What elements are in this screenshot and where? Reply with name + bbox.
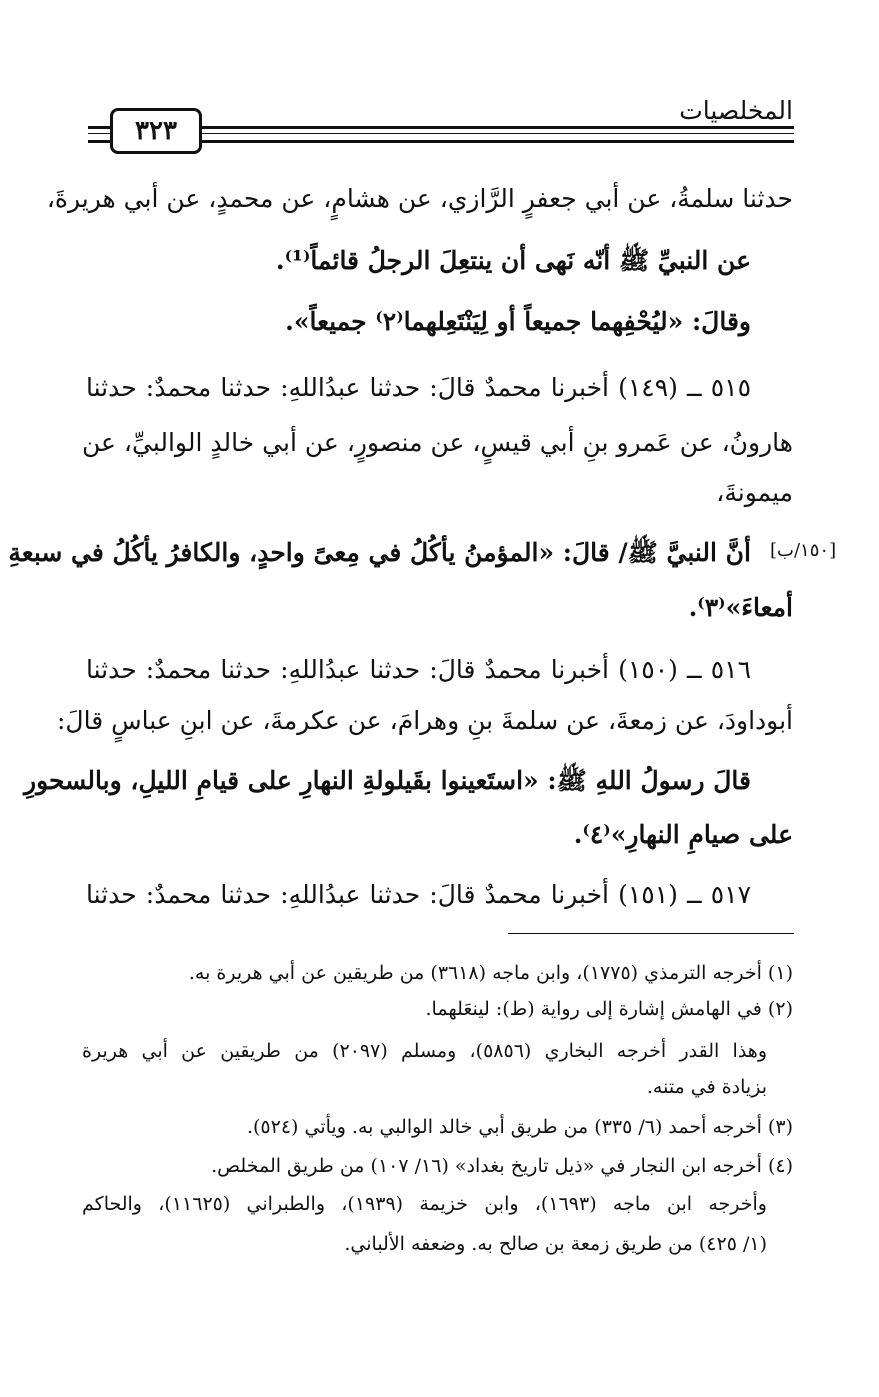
footnote: (٣) أخرجه أحمد (٦/ ٣٣٥) من طريق أبي خالد الوالبي به. ويأتي (٥٢٤). [246, 1116, 793, 1138]
footnote-separator [508, 933, 794, 934]
body-line: عن النبيِّ ﷺ أنّه نَهى أن ينتعِلَ الرجلُ قائماً⁽¹⁾. [275, 246, 751, 275]
page-number-box [110, 108, 202, 154]
body-line: ميمونةَ، [716, 478, 793, 507]
body-line: أبوداودَ، عن زمعةَ، عن سلمةَ بنِ وهرامَ، عن عكرمةَ، عن ابنِ عباسٍ قالَ: [57, 706, 793, 735]
margin-folio-note: [١٥٠/ب] [770, 540, 837, 561]
body-line: حدثنا سلمةُ، عن أبي جعفرٍ الرَّازي، عن هشامٍ، عن محمدٍ، عن أبي هريرةَ، [46, 184, 793, 213]
body-line: على صيامِ النهارِ»⁽٤⁾. [573, 820, 793, 849]
body-line: هارونُ، عن عَمرو بنِ أبي قيسٍ، عن منصورٍ، عن أبي خالدٍ الوالبيِّ، عن [82, 428, 793, 457]
footnote-continuation: وهذا القدر أخرجه البخاري (٥٨٥٦)، ومسلم (٢٠٩٧) من طريقين عن أبي هريرة [82, 1040, 767, 1062]
body-line: أنَّ النبيَّ ﷺ/ قالَ: «المؤمنُ يأكُلُ في مِعىً واحدٍ، والكافرُ يأكُلُ في سبعةِ [8, 538, 751, 567]
running-header-title: المخلصيات [679, 96, 793, 125]
footnote-continuation: بزيادة في متنه. [646, 1076, 767, 1098]
footnote: (١) أخرجه الترمذي (١٧٧٥)، وابن ماجه (٣٦١٨) من طريقين عن أبي هريرة به. [188, 962, 793, 984]
body-line: ٥١٦ ــ (١٥٠) أخبرنا محمدٌ قالَ: حدثنا عبدُاللهِ: حدثنا محمدٌ: حدثنا [86, 655, 752, 684]
body-line: ٥١٥ ــ (١٤٩) أخبرنا محمدٌ قالَ: حدثنا عبدُاللهِ: حدثنا محمدٌ: حدثنا [86, 373, 752, 402]
footnote: (٤) أخرجه ابن النجار في «ذيل تاريخ بغداد» (١٦/ ١٠٧) من طريق المخلص. [211, 1155, 793, 1177]
footnote: (٢) في الهامش إشارة إلى رواية (ط): لينعَلهما. [425, 998, 793, 1020]
body-line: وقالَ: «ليُحْفِهما جميعاً أو لِيَنْتَعِلهما⁽٢⁾ جميعاً». [285, 307, 751, 336]
body-line: ٥١٧ ــ (١٥١) أخبرنا محمدٌ قالَ: حدثنا عبدُاللهِ: حدثنا محمدٌ: حدثنا [86, 880, 752, 909]
footnote-continuation: (١/ ٤٢٥) من طريق زمعة بن صالح به. وضعفه الألباني. [344, 1233, 767, 1255]
page-number: ٣٢٣ [135, 116, 177, 146]
body-line: أمعاءَ»⁽٣⁾. [688, 593, 793, 622]
footnote-continuation: وأخرجه ابن ماجه (١٦٩٣)، وابن خزيمة (١٩٣٩)، والطبراني (١١٦٢٥)، والحاكم [82, 1193, 767, 1215]
body-line: قالَ رسولُ اللهِ ﷺ: «استَعينوا بقَيلولةِ النهارِ على قيامِ الليلِ، وبالسحورِ [24, 766, 751, 795]
